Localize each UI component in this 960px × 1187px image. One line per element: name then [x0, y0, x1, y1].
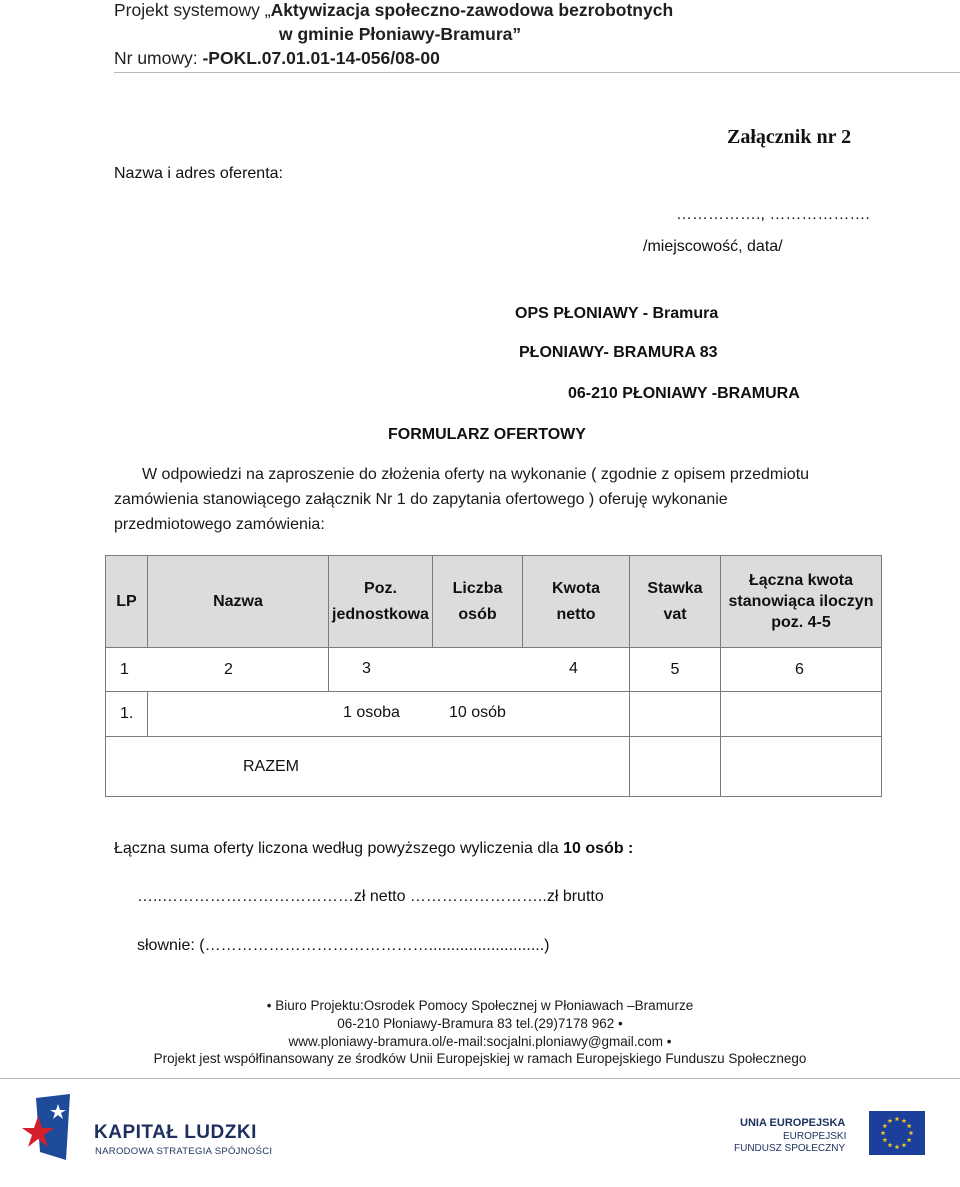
footer-divider	[0, 1078, 960, 1079]
number-cell-6	[721, 648, 882, 692]
recipient-street: PŁONIAWY- BRAMURA 83	[519, 344, 718, 361]
header-kwota-text-2: netto	[556, 605, 596, 623]
row1-details	[148, 692, 630, 737]
header-laczna	[721, 556, 882, 648]
header-kwota	[523, 556, 630, 648]
number-cell-5	[630, 648, 721, 692]
intro-text: W odpowiedzi na zaproszenie do złożenia oferty na wykonanie ( zgodnie z opisem przedmiotu zamówienia stanowiącego załącznik Nr 1 do zapytania ofertowego ) oferuję wykonanie przedmiotowego zamówienia:	[114, 466, 810, 533]
place-date-dots: ……………., ……………….	[676, 206, 870, 223]
header-nazwa	[148, 556, 329, 648]
eu-fund-logo	[728, 1108, 928, 1158]
table-header-row	[106, 556, 882, 648]
eu-line-3: FUNDUSZ SPOŁECZNY	[734, 1143, 846, 1154]
total-label: RAZEM	[243, 757, 299, 775]
number-2: 2	[224, 660, 233, 678]
header-project-title: Aktywizacja społeczno-zawodowa bezrobotnych	[270, 0, 674, 20]
recipient-name: OPS PŁONIAWY - Bramura	[515, 305, 719, 322]
form-title: FORMULARZ OFERTOWY	[388, 426, 586, 443]
row1-poz-text: 1 osoba	[343, 704, 400, 721]
number-3: 3	[362, 660, 371, 677]
header-contract-line	[114, 48, 440, 69]
row1-lp	[106, 692, 148, 737]
row1-lp-text: 1.	[120, 705, 134, 722]
footer-line-3: www.ploniawy-bramura.ol/e-mail:socjalni.ploniawy@gmail.com •	[288, 1034, 672, 1049]
header-laczna-text-1: Łączna kwota	[748, 572, 854, 589]
header-lp	[106, 556, 148, 648]
header-laczna-text-3: poz. 4-5	[771, 614, 831, 631]
header-project-line	[114, 0, 673, 21]
number-4: 4	[569, 660, 578, 677]
total-laczna	[721, 737, 882, 797]
eu-flag-icon	[869, 1111, 925, 1155]
eu-line-2: EUROPEJSKI	[783, 1131, 847, 1142]
kapital-ludzki-emblem-icon	[22, 1094, 82, 1164]
offeror-label: Nazwa i adres oferenta:	[114, 165, 283, 182]
header-stawka	[630, 556, 721, 648]
kapital-ludzki-logo	[22, 1094, 282, 1164]
kapital-ludzki-subtitle: NARODOWA STRATEGIA SPÓJNOŚCI	[95, 1146, 273, 1157]
total-label-cell	[106, 737, 630, 797]
header-poz-text-1: Poz.	[364, 579, 397, 597]
header-stawka-text-2: vat	[663, 605, 687, 623]
eu-line-1: UNIA EUROPEJSKA	[740, 1117, 846, 1129]
summary-line	[114, 840, 633, 858]
header-poz-text-2: jednostkowa	[332, 605, 429, 623]
number-5: 5	[670, 660, 680, 678]
total-stawka	[630, 737, 721, 797]
header-laczna-text-2: stanowiąca iloczyn	[728, 593, 874, 610]
number-cell-3-4	[329, 648, 630, 692]
contract-label: Nr umowy:	[114, 48, 203, 68]
number-cell-1-2	[106, 648, 329, 692]
footer-line-1: • Biuro Projektu:Osrodek Pomocy Społecznej w Płoniawach –Bramurze	[266, 998, 694, 1013]
words-line: słownie: (……………………………………..........................)	[137, 937, 550, 954]
kapital-ludzki-title: KAPITAŁ LUDZKI	[94, 1122, 257, 1143]
header-project-prefix: Projekt systemowy „	[114, 0, 271, 20]
recipient-city: 06-210 PŁONIAWY -BRAMURA	[568, 385, 800, 402]
offer-table	[105, 555, 882, 797]
table-row	[106, 737, 882, 797]
header-stawka-text-1: Stawka	[647, 579, 703, 597]
number-1: 1	[120, 660, 129, 678]
row1-stawka	[630, 692, 721, 737]
table-row	[106, 692, 882, 737]
footer-line-4: Projekt jest współfinansowany ze środków Unii Europejskiej w ramach Europejskiego Funduszu Społecznego	[153, 1051, 807, 1066]
header-divider	[114, 72, 960, 73]
table-row	[106, 648, 882, 692]
header-nazwa-text: Nazwa	[213, 592, 263, 610]
place-date-label: /miejscowość, data/	[643, 238, 783, 255]
attachment-label: Załącznik nr 2	[727, 126, 852, 148]
header-liczba-text-2: osób	[458, 605, 497, 623]
number-6: 6	[795, 660, 804, 678]
header-kwota-text-1: Kwota	[552, 579, 600, 597]
header-poz	[329, 556, 433, 648]
row1-liczba-text: 10 osób	[449, 704, 506, 721]
summary-count: 10 osób :	[563, 840, 634, 857]
header-liczba	[433, 556, 523, 648]
intro-paragraph	[114, 462, 834, 537]
header-project-title-cont: w gminie Płoniawy-Bramura”	[279, 24, 522, 44]
amount-line: …..………………………………zł netto ……………………..zł brutto	[137, 888, 604, 905]
footer-line-2: 06-210 Płoniawy-Bramura 83 tel.(29)7178 962 •	[337, 1016, 623, 1031]
header-lp-text: LP	[116, 592, 137, 610]
row1-laczna	[721, 692, 882, 737]
summary-prefix: Łączna suma oferty liczona według powyższego wyliczenia dla	[114, 840, 564, 857]
header-liczba-text-1: Liczba	[452, 579, 503, 597]
contract-number: -POKL.07.01.01-14-056/08-00	[202, 48, 440, 68]
